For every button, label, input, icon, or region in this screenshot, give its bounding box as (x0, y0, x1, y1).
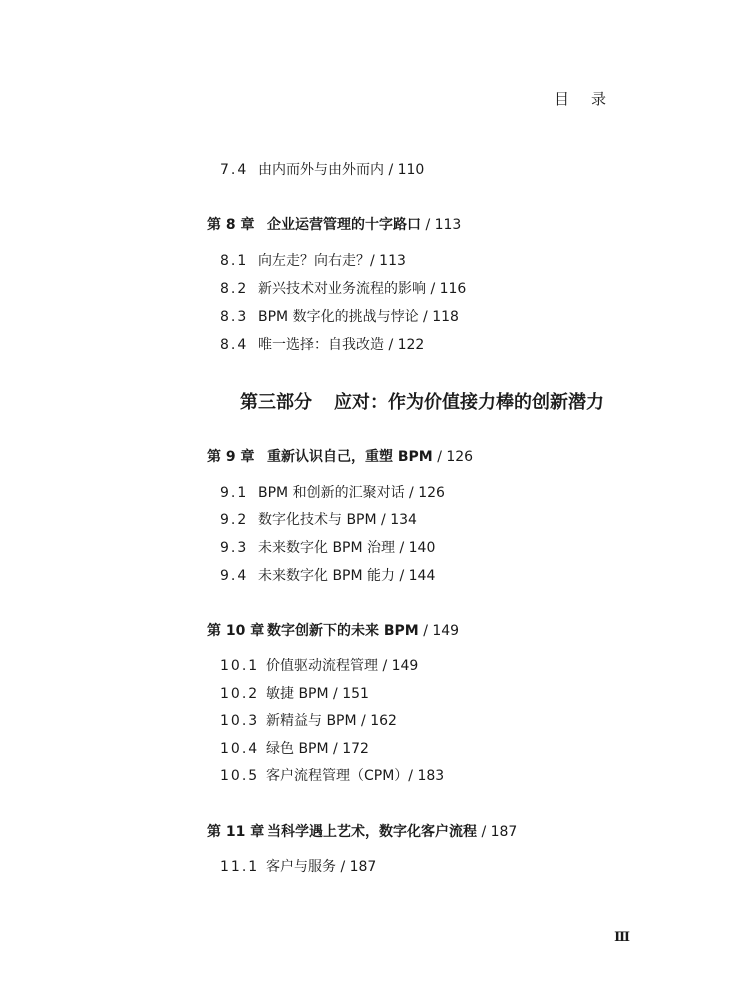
section-title: 唯一选择：自我改造 / 122 (258, 337, 425, 353)
section-number: 7.4 (220, 162, 249, 178)
chapter-page: / 187 (477, 824, 518, 840)
toc-entry-11-1[interactable] (220, 857, 376, 877)
part-label: 第三部分 (240, 392, 312, 413)
section-title: 未来数字化 BPM 能力 / 144 (258, 568, 436, 584)
toc-chapter-11[interactable] (207, 822, 517, 842)
toc-entry-10-3[interactable] (220, 711, 397, 731)
chapter-number: 第 10 章 (207, 623, 265, 639)
chapter-title: 重新认识自己，重塑 BPM (267, 449, 433, 465)
section-number: 8.2 (220, 281, 249, 297)
section-number: 9.1 (220, 485, 249, 501)
chapter-page: / 149 (418, 623, 460, 639)
part-heading: 应对：作为价值接力棒的创新潜力 (334, 392, 604, 413)
chapter-title: 企业运营管理的十字路口 (267, 217, 421, 233)
chapter-number: 第 11 章 (207, 824, 265, 840)
chapter-number: 第 9 章 (207, 449, 255, 465)
section-number: 10.5 (220, 768, 260, 784)
section-title: 未来数字化 BPM 治理 / 140 (258, 540, 436, 556)
toc-entry-10-1[interactable] (220, 656, 418, 676)
toc-entry-7-4[interactable] (220, 160, 424, 180)
toc-chapter-8[interactable] (207, 215, 461, 235)
running-header: 目录 (553, 90, 628, 108)
section-title: 新兴技术对业务流程的影响 / 116 (258, 281, 467, 297)
section-title: BPM 和创新的汇聚对话 / 126 (258, 485, 445, 501)
section-number: 10.4 (220, 741, 260, 757)
toc-entry-8-2[interactable] (220, 279, 466, 299)
toc-entry-9-2[interactable] (220, 510, 417, 530)
chapter-number: 第 8 章 (207, 217, 255, 233)
section-number: 8.4 (220, 337, 249, 353)
section-title: 数字化技术与 BPM / 134 (258, 512, 417, 528)
section-number: 9.3 (220, 540, 249, 556)
section-number: 9.2 (220, 512, 249, 528)
toc-entry-8-3[interactable] (220, 307, 459, 327)
section-number: 8.1 (220, 253, 249, 269)
section-title: 客户流程管理（CPM）/ 183 (266, 768, 445, 784)
toc-entry-10-4[interactable] (220, 739, 369, 759)
chapter-title: 当科学遇上艺术，数字化客户流程 (267, 824, 477, 840)
toc-entry-8-4[interactable] (220, 335, 424, 355)
toc-entry-10-2[interactable] (220, 684, 369, 704)
toc-chapter-9[interactable] (207, 447, 473, 467)
chapter-page: / 126 (432, 449, 474, 465)
toc-chapter-10[interactable] (207, 621, 459, 641)
section-number: 9.4 (220, 568, 249, 584)
section-title: 向左走？向右走？/ 113 (258, 253, 406, 269)
section-number: 11.1 (220, 859, 260, 875)
section-title: 绿色 BPM / 172 (266, 741, 369, 757)
toc-entry-8-1[interactable] (220, 251, 406, 271)
section-number: 10.1 (220, 658, 260, 674)
part-title (240, 388, 604, 414)
section-title: 新精益与 BPM / 162 (266, 713, 397, 729)
page-number: Ⅲ (614, 930, 630, 945)
section-title: 敏捷 BPM / 151 (266, 686, 369, 702)
section-title: 由内而外与由外而内 / 110 (258, 162, 425, 178)
section-title: BPM 数字化的挑战与悖论 / 118 (258, 309, 459, 325)
toc-entry-9-4[interactable] (220, 566, 435, 586)
section-title: 客户与服务 / 187 (266, 859, 377, 875)
toc-entry-9-1[interactable] (220, 483, 445, 503)
toc-entry-9-3[interactable] (220, 538, 435, 558)
chapter-title: 数字创新下的未来 BPM (267, 623, 419, 639)
section-number: 10.3 (220, 713, 260, 729)
section-number: 8.3 (220, 309, 249, 325)
section-title: 价值驱动流程管理 / 149 (266, 658, 419, 674)
chapter-page: / 113 (421, 217, 462, 233)
section-number: 10.2 (220, 686, 260, 702)
toc-entry-10-5[interactable] (220, 766, 444, 786)
